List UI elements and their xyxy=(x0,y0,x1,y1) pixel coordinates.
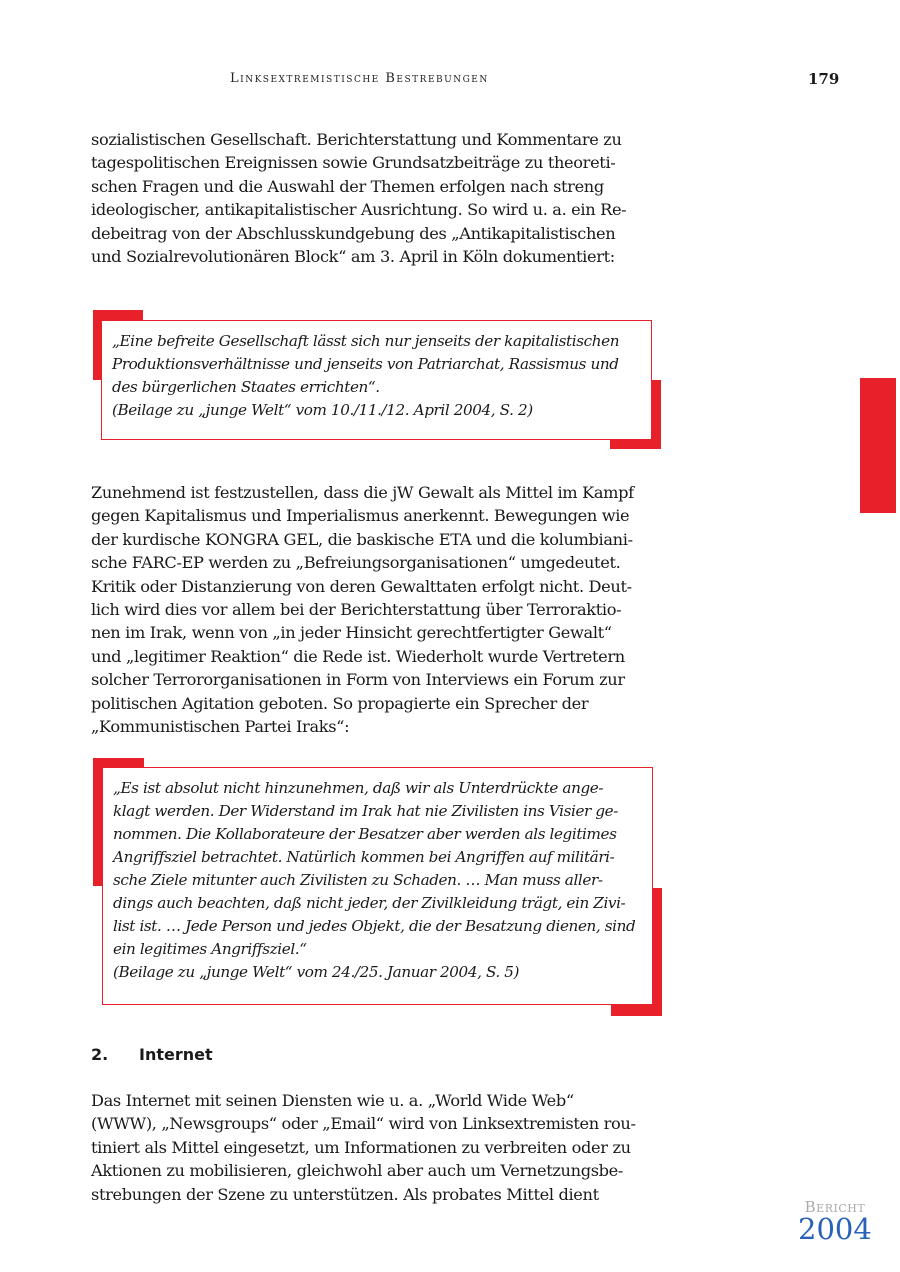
paragraph-1 xyxy=(91,128,626,268)
text-line: nen im Irak, wenn von „in jeder Hinsicht gerechtfertigter Gewalt“ xyxy=(91,623,612,643)
text-line: tiniert als Mittel eingesetzt, um Informationen zu verbreiten oder zu xyxy=(91,1137,631,1157)
text-line: des bürgerlichen Staates errichten“. xyxy=(112,378,380,396)
text-line: nommen. Die Kollaborateure der Besatzer aber werden als legitimes xyxy=(113,825,617,843)
text-line: ein legitimes Angriffsziel.“ xyxy=(113,940,307,958)
quote-text-1 xyxy=(101,320,652,440)
text-line: (Beilage zu „junge Welt“ vom 24./25. Januar 2004, S. 5) xyxy=(113,963,520,981)
paragraph-2 xyxy=(91,481,634,738)
text-line: sozialistischen Gesellschaft. Berichterstattung und Kommentare zu xyxy=(91,130,622,149)
text-line: Das Internet mit seinen Diensten wie u. a. „World Wide Web“ xyxy=(91,1091,574,1110)
page-number: 179 xyxy=(808,70,840,88)
text-line: (Beilage zu „junge Welt“ vom 10./11./12. April 2004, S. 2) xyxy=(112,401,533,419)
text-line: Kritik oder Distanzierung von deren Gewalttaten erfolgt nicht. Deut- xyxy=(91,576,632,596)
chapter-tab-marker xyxy=(860,378,896,513)
text-line: tagespolitischen Ereignissen sowie Grundsatzbeiträge zu theoreti- xyxy=(91,153,616,173)
section-title: Internet xyxy=(139,1045,213,1064)
report-logo xyxy=(798,1198,872,1246)
text-line: „Es ist absolut nicht hinzunehmen, daß wir als Unterdrückte ange- xyxy=(113,779,604,797)
text-line: ideologischer, antikapitalistischer Ausrichtung. So wird u. a. ein Re- xyxy=(91,200,627,220)
text-line: gegen Kapitalismus und Imperialismus anerkennt. Bewegungen wie xyxy=(91,506,630,526)
text-line: Angriffsziel betrachtet. Natürlich kommen bei Angriffen auf militäri- xyxy=(113,848,615,866)
text-line: debeitrag von der Abschlusskundgebung des „Antikapitalistischen xyxy=(91,223,616,243)
text-line: dings auch beachten, daß nicht jeder, der Zivilkleidung trägt, ein Zivi- xyxy=(113,894,626,912)
text-line: klagt werden. Der Widerstand im Irak hat nie Zivilisten ins Visier ge- xyxy=(113,802,618,820)
text-line: Aktionen zu mobilisieren, gleichwohl aber auch um Vernetzungsbe- xyxy=(91,1161,624,1181)
text-line: sche FARC-EP werden zu „Befreiungsorganisationen“ umgedeutet. xyxy=(91,553,621,573)
text-line: politischen Agitation geboten. So propagierte ein Sprecher der xyxy=(91,693,589,713)
text-line: sche Ziele mitunter auch Zivilisten zu Schaden. … Man muss aller- xyxy=(113,871,603,889)
text-line: schen Fragen und die Auswahl der Themen erfolgen nach streng xyxy=(91,176,604,196)
logo-year: 2004 xyxy=(798,1212,872,1246)
text-line: und Sozialrevolutionären Block“ am 3. April in Köln dokumentiert: xyxy=(91,247,615,267)
text-line: (WWW), „Newsgroups“ oder „Email“ wird von Linksextremisten rou- xyxy=(91,1114,636,1134)
running-header: Linksextremistische Bestrebungen xyxy=(230,71,489,86)
paragraph-3 xyxy=(91,1089,636,1206)
logo-word: Bericht xyxy=(804,1198,866,1216)
text-line: Zunehmend ist festzustellen, dass die jW Gewalt als Mittel im Kampf xyxy=(91,483,634,502)
text-line: der kurdische KONGRA GEL, die baskische ETA und die kolumbiani- xyxy=(91,529,633,549)
text-line: und „legitimer Reaktion“ die Rede ist. Wiederholt wurde Vertretern xyxy=(91,646,625,666)
text-line: list ist. … Jede Person und jedes Objekt, die der Besatzung dienen, sind xyxy=(113,917,636,935)
section-number: 2. xyxy=(91,1045,109,1064)
text-line: „Eine befreite Gesellschaft lässt sich nur jenseits der kapitalistischen xyxy=(112,332,620,350)
text-line: Produktionsverhältnisse und jenseits von Patriarchat, Rassismus und xyxy=(112,355,619,373)
text-line: strebungen der Szene zu unterstützen. Als probates Mittel dient xyxy=(91,1184,599,1204)
section-heading xyxy=(91,1045,213,1064)
quote-text-2 xyxy=(102,767,653,1005)
text-line: solcher Terrororganisationen in Form von Interviews ein Forum zur xyxy=(91,670,625,690)
text-line: lich wird dies vor allem bei der Berichterstattung über Terroraktio- xyxy=(91,600,622,620)
text-line: „Kommunistischen Partei Iraks“: xyxy=(91,717,350,737)
